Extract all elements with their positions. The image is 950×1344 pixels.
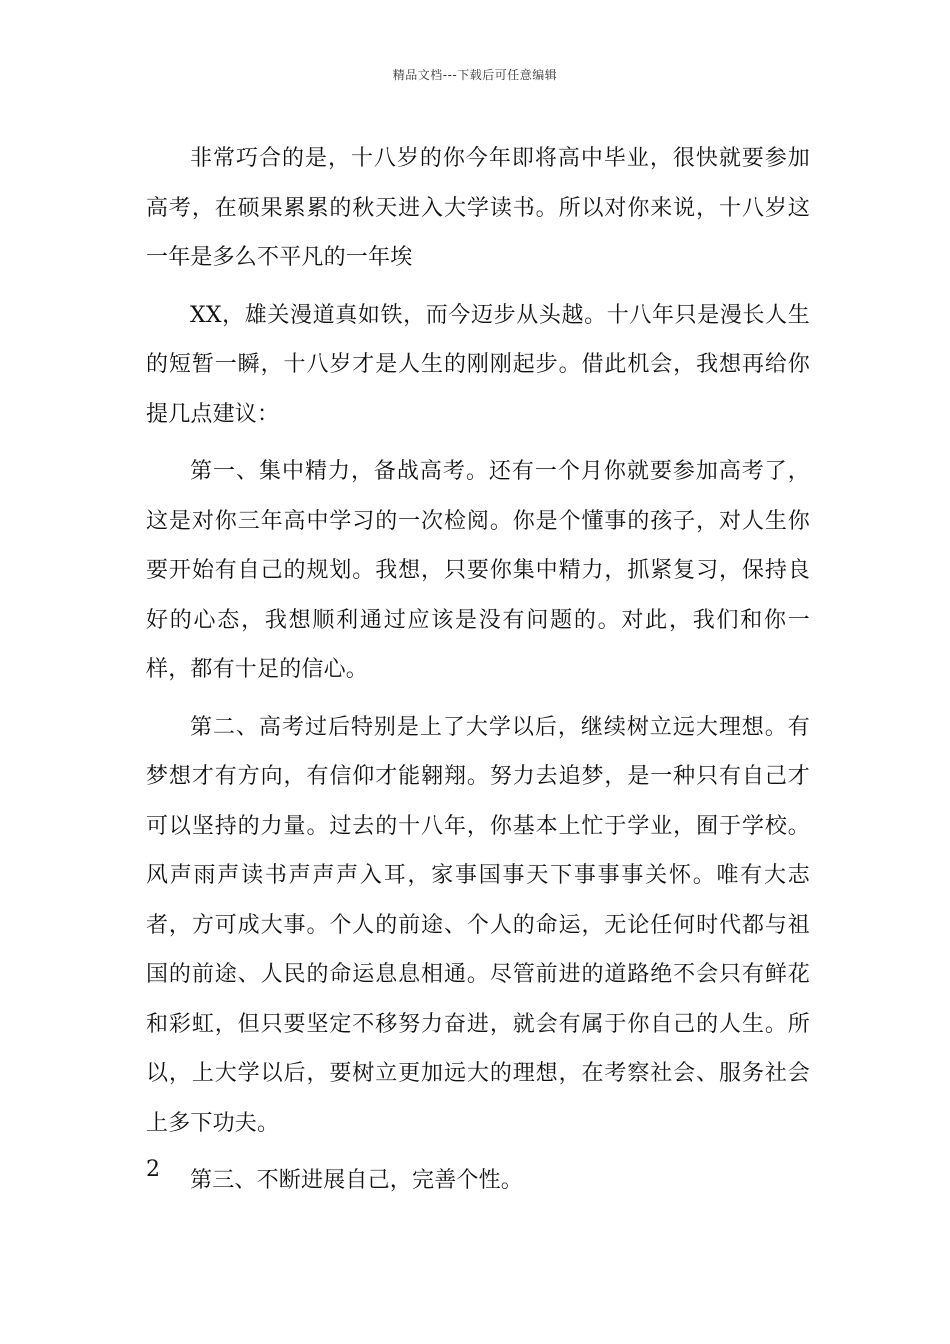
paragraph: 第二、高考过后特别是上了大学以后，继续树立远大理想。有梦想才有方向，有信仰才能翱翔。努力去追梦，是一种只有自己才可以坚持的力量。过去的十八年，你基本上忙于学业，囿于学校。风声雨声读书声声声入耳，家事国事天下事事事关怀。唯有大志者，方可成大事。个人的前途、个人的命运，无论任何时代都与祖国的前途、人民的命运息息相通。尽管前进的道路绝不会只有鲜花和彩虹，但只要坚定不移努力奋进，就会有属于你自己的人生。所以，上大学以后，要树立更加远大的理想，在考察社会、服务社会上多下功夫。 [146, 714, 810, 1136]
page-header: 精品文档---下载后可任意编辑 [392, 68, 558, 82]
document-body [146, 134, 810, 1214]
paragraph: 第三、不断进展自己，完善个性。 [190, 1168, 524, 1193]
paragraph: 非常巧合的是，十八岁的你今年即将高中毕业，很快就要参加高考，在硕果累累的秋天进入大学读书。所以对你来说，十八岁这一年是多么不平凡的一年埃 [146, 146, 810, 270]
paragraph: 第一、集中精力，备战高考。还有一个月你就要参加高考了，这是对你三年高中学习的一次检阅。你是个懂事的孩子，对人生你要开始有自己的规划。我想，只要你集中精力，抓紧复习，保持良好的心态，我想顺利通过应该是没有问题的。对此，我们和你一样，都有十足的信心。 [146, 459, 810, 682]
page-number: 2 [146, 1157, 160, 1182]
paragraph: XX，雄关漫道真如铁，而今迈步从头越。十八年只是漫长人生的短暂一瞬，十八岁才是人生的刚刚起步。借此机会，我想再给你提几点建议： [146, 302, 810, 427]
